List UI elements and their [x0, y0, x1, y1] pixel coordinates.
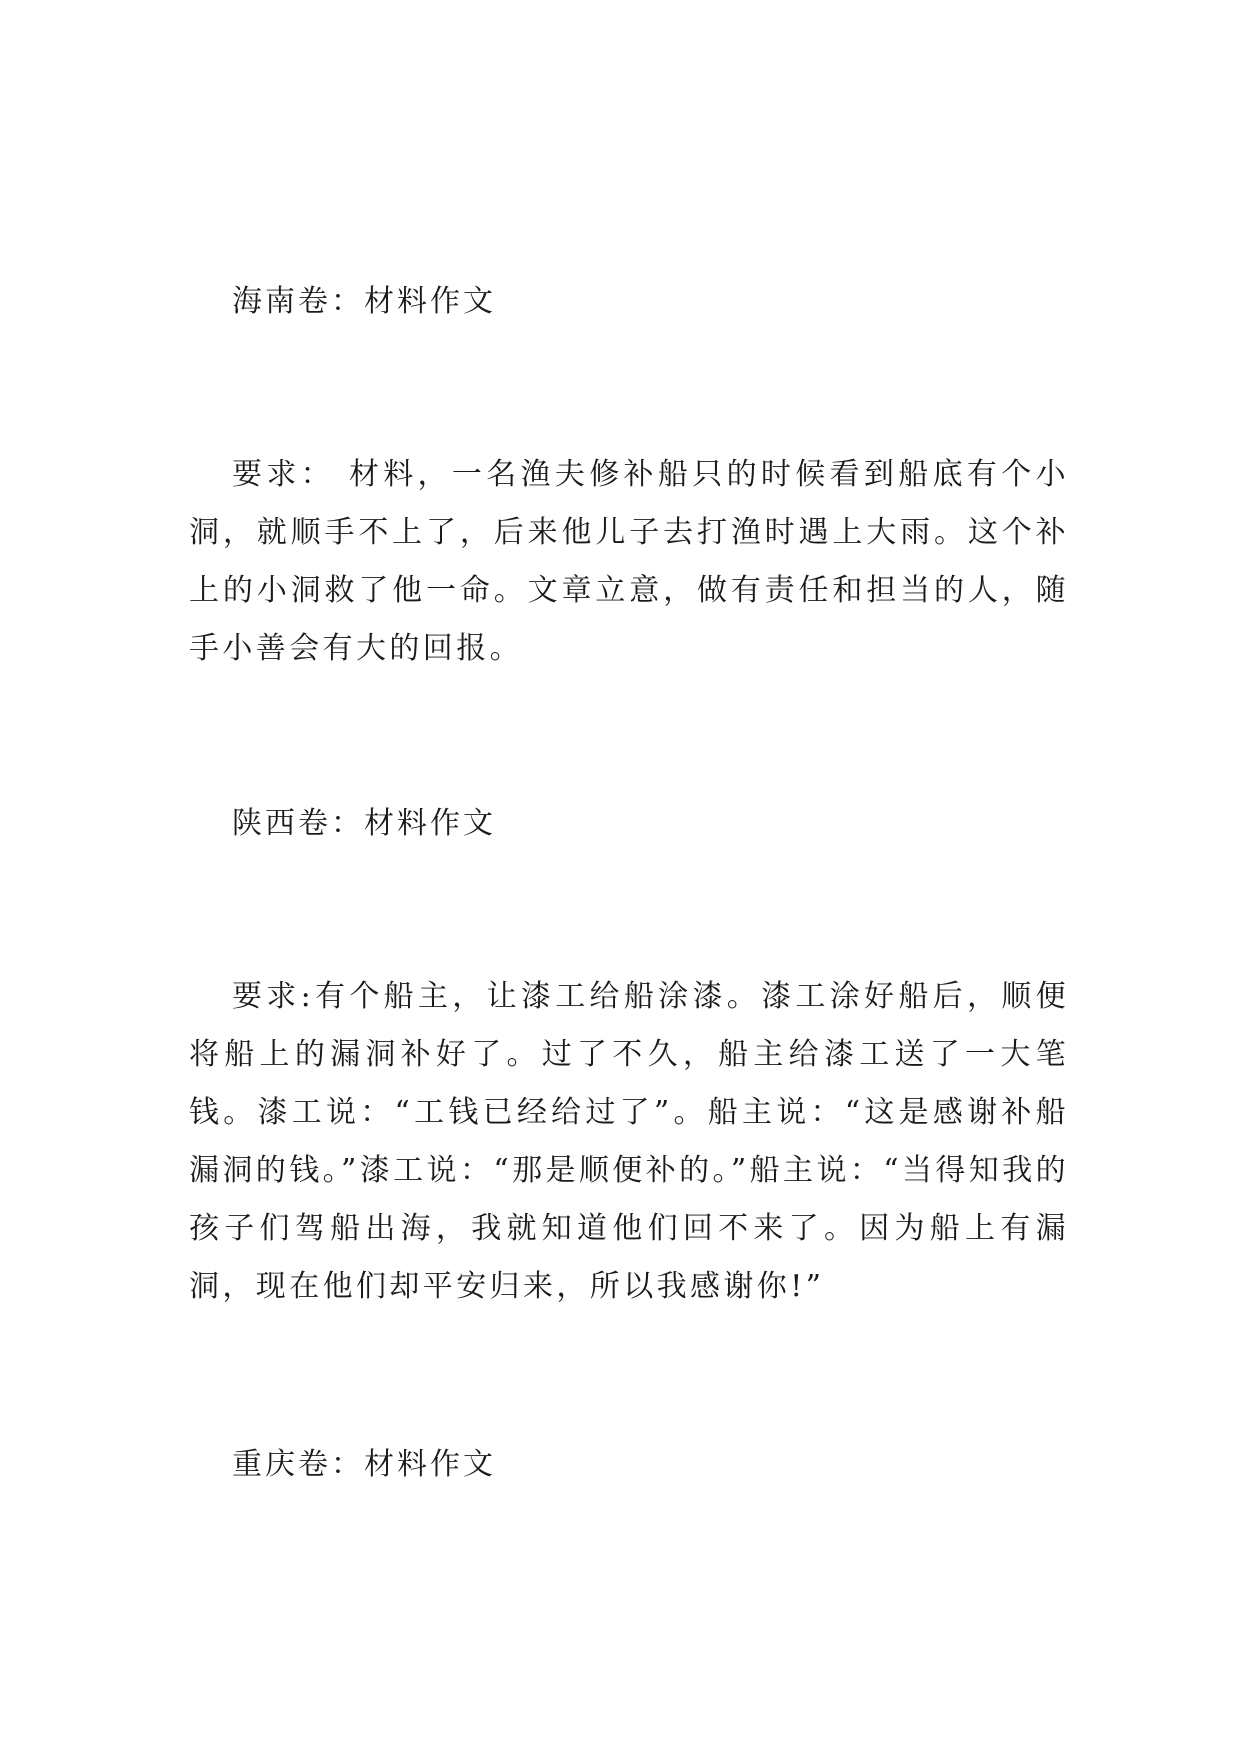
section-heading-chongqing: 重庆卷：材料作文	[232, 1447, 496, 1482]
section-body-shaanxi: 要求:有个船主，让漆工给船涂漆。漆工涂好船后，顺便将船上的漏洞补好了。过了不久，船主给漆工送了一大笔钱。漆工说：“工钱已经给过了”。船主说：“这是感谢补船漏洞的钱。”漆工说：“那是顺便补的。”船主说：“当得知我的孩子们驾船出海，我就知道他们回不来了。因为船上有漏洞，现在他们却平安归来，所以我感谢你!”	[189, 979, 1069, 1304]
section-body-hainan: 要求： 材料，一名渔夫修补船只的时候看到船底有个小洞，就顺手不上了，后来他儿子去打渔时遇上大雨。这个补上的小洞救了他一命。文章立意，做有责任和担当的人，随手小善会有大的回报。	[189, 457, 1069, 666]
section-heading-hainan: 海南卷：材料作文	[232, 284, 496, 319]
section-heading-shaanxi: 陕西卷：材料作文	[232, 806, 496, 841]
